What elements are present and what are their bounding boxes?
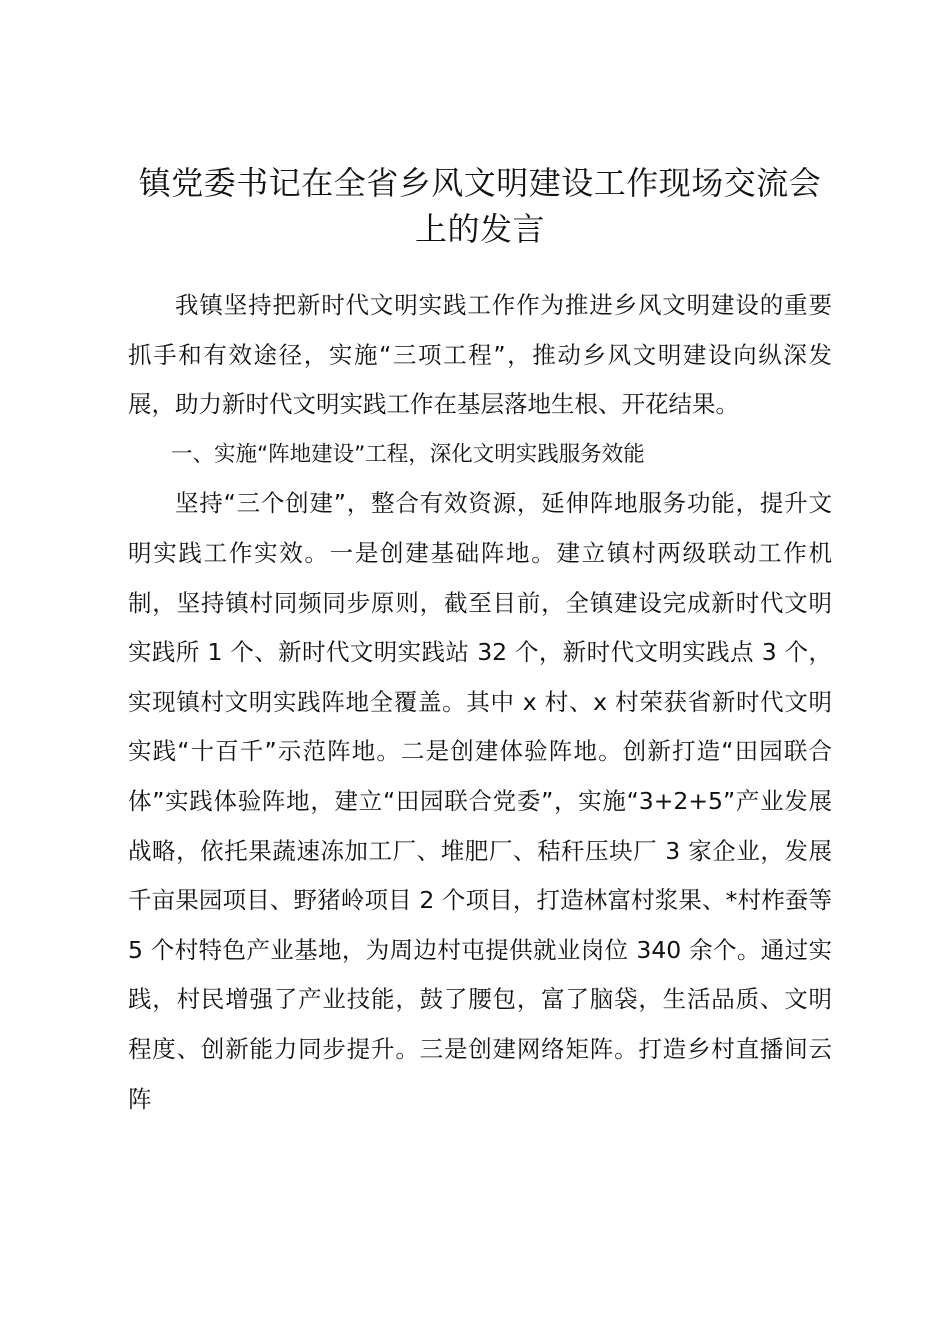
body-paragraph: 坚持“三个创建”，整合有效资源，延伸阵地服务功能，提升文明实践工作实效。一是创建基础阵地。建立镇村两级联动工作机制，坚持镇村同频同步原则，截至目前，全镇建设完成新时代文明实践所 1 个、新时代文明实践站 32 个，新时代文明实践点 3 个，实现镇村文明实践阵地全覆盖。其中 x 村、x 村荣获省新时代文明实践“十百千”示范阵地。二是创建体验阵地。创新打造“田园联合体”实践体验阵地，建立“田园联合党委”，实施“3+2+5”产业发展战略，依托果蔬速冻加工厂、堆肥厂、秸秆压块厂 3 家企业，发展千亩果园项目、野猪岭项目 2 个项目，打造林富村浆果、*村柞蚕等 5 个村特色产业基地，为周边村屯提供就业岗位 340 余个。通过实践，村民增强了产业技能，鼓了腰包，富了脑袋，生活品质、文明程度、创新能力同步提升。三是创建网络矩阵。打造乡村直播间云阵 bbox=[128, 489, 832, 1113]
section-heading: 一、实施“阵地建设”工程，深化文明实践服务效能 bbox=[171, 441, 645, 467]
document-body bbox=[128, 281, 832, 1124]
intro-paragraph: 我镇坚持把新时代文明实践工作作为推进乡风文明建设的重要抓手和有效途径，实施“三项工程”，推动乡风文明建设向纵深发展，助力新时代文明实践工作在基层落地生根、开花结果。 bbox=[128, 291, 832, 419]
document-title: 镇党委书记在全省乡风文明建设工作现场交流会上的发言 bbox=[138, 164, 822, 248]
